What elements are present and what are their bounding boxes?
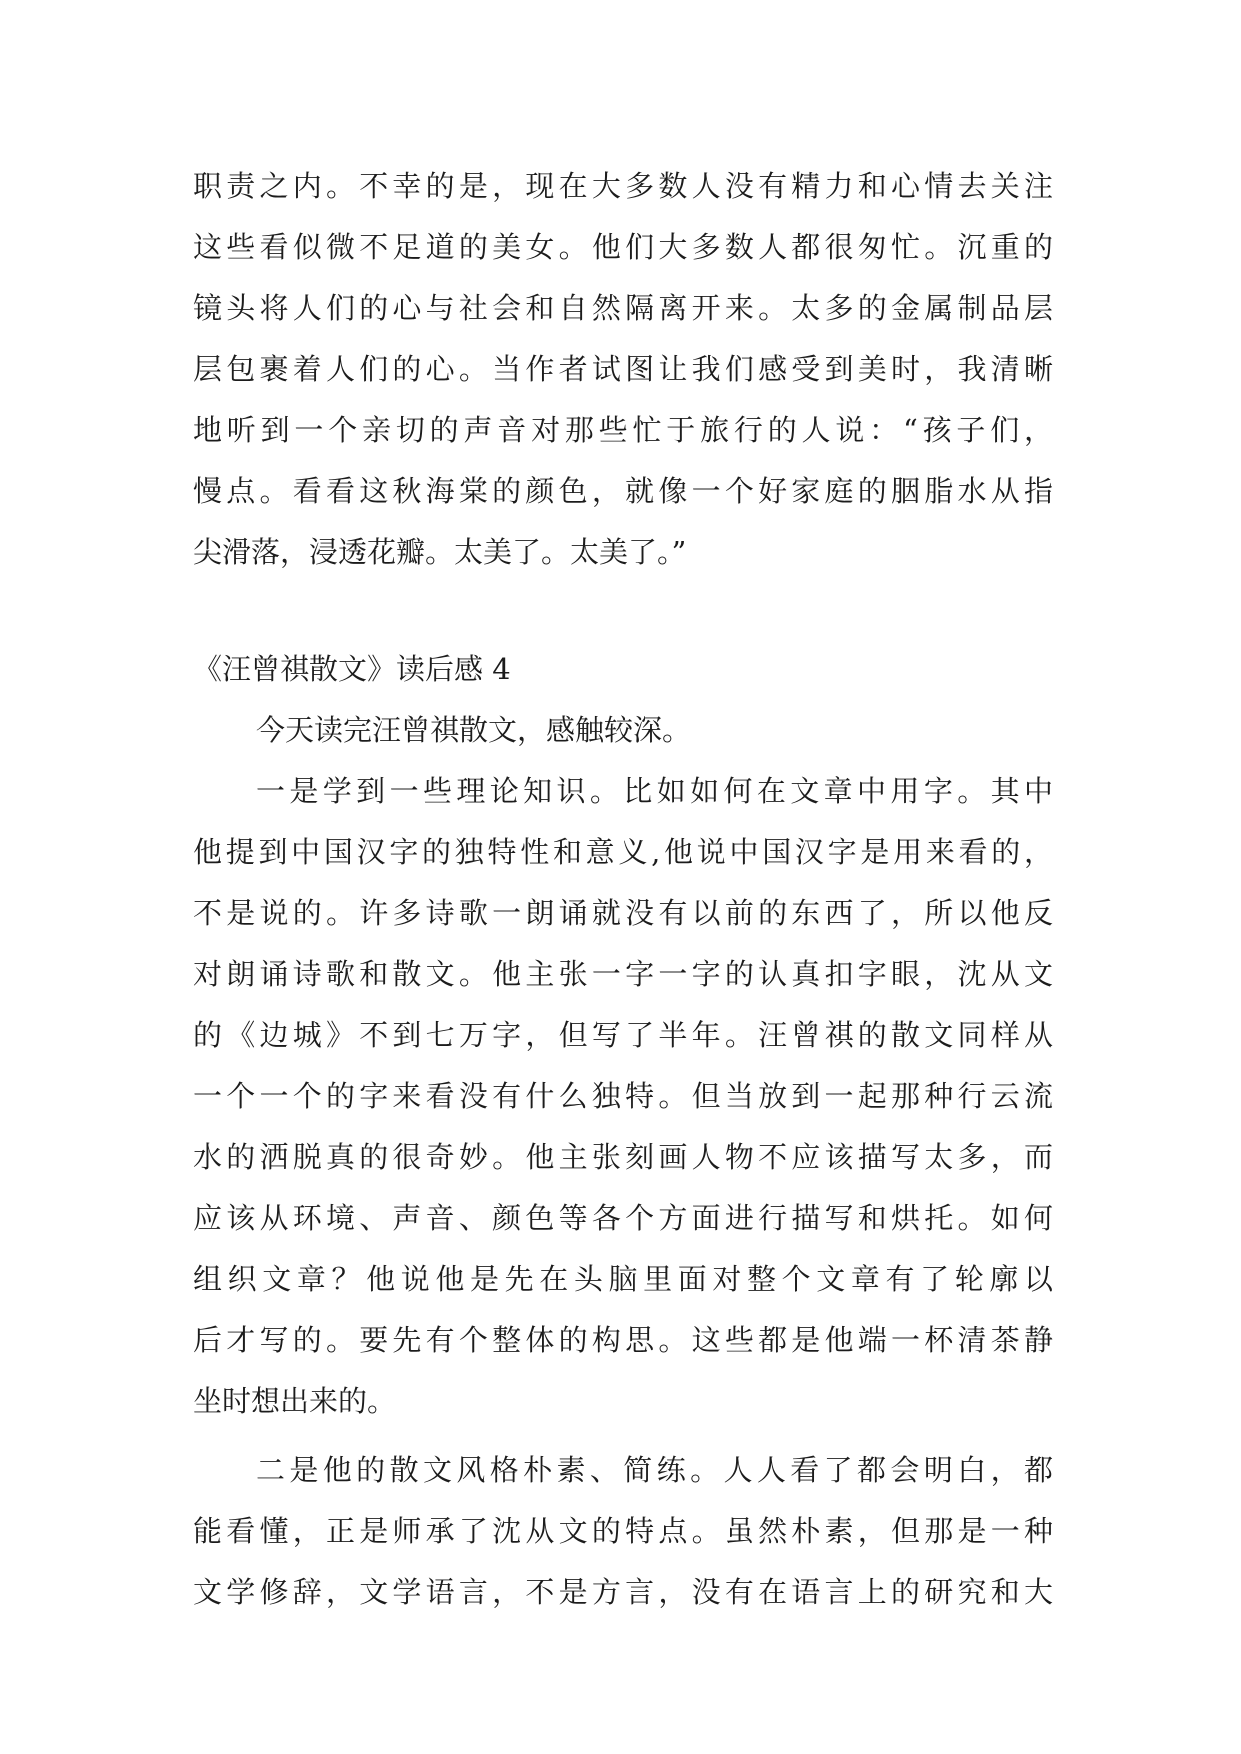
- text-line: 二是他的散文风格朴素、简练。人人看了都会明白，都: [256, 1453, 1053, 1487]
- text-line: 文学修辞，文学语言，不是方言，没有在语言上的研究和大: [193, 1575, 1053, 1609]
- text-line: 能看懂，正是师承了沈从文的特点。虽然朴素，但那是一种: [193, 1514, 1053, 1548]
- text-line: 地听到一个亲切的声音对那些忙于旅行的人说：“孩子们，: [193, 413, 1053, 447]
- text-line: 的《边城》不到七万字，但写了半年。汪曾祺的散文同样从: [193, 1018, 1053, 1052]
- text-line: 镜头将人们的心与社会和自然隔离开来。太多的金属制品层: [193, 291, 1053, 325]
- text-line: 这些看似微不足道的美女。他们大多数人都很匆忙。沉重的: [193, 230, 1053, 264]
- text-line: 他提到中国汉字的独特性和意义,他说中国汉字是用来看的，: [193, 835, 1053, 869]
- text-line: 慢点。看看这秋海棠的颜色，就像一个好家庭的胭脂水从指: [193, 474, 1053, 508]
- text-line: 坐时想出来的。: [193, 1384, 397, 1418]
- text-line: 尖滑落，浸透花瓣。太美了。太美了。”: [193, 535, 687, 569]
- intro-line: 今天读完汪曾祺散文，感触较深。: [256, 713, 692, 747]
- text-line: 应该从环境、声音、颜色等各个方面进行描写和烘托。如何: [193, 1201, 1053, 1235]
- text-line: 对朗诵诗歌和散文。他主张一字一字的认真扣字眼，沈从文: [193, 957, 1053, 991]
- text-line: 层包裹着人们的心。当作者试图让我们感受到美时，我清晰: [193, 352, 1053, 386]
- text-line: 职责之内。不幸的是，现在大多数人没有精力和心情去关注: [193, 169, 1053, 203]
- section-title: 《汪曾祺散文》读后感 4: [193, 652, 511, 686]
- text-line: 一个一个的字来看没有什么独特。但当放到一起那种行云流: [193, 1079, 1053, 1113]
- text-line: 不是说的。许多诗歌一朗诵就没有以前的东西了，所以他反: [193, 896, 1053, 930]
- text-line: 后才写的。要先有个整体的构思。这些都是他端一杯清茶静: [193, 1323, 1053, 1357]
- text-line: 一是学到一些理论知识。比如如何在文章中用字。其中: [256, 774, 1053, 808]
- text-line: 水的洒脱真的很奇妙。他主张刻画人物不应该描写太多，而: [193, 1140, 1053, 1174]
- text-line: 组织文章？他说他是先在头脑里面对整个文章有了轮廓以: [193, 1262, 1053, 1296]
